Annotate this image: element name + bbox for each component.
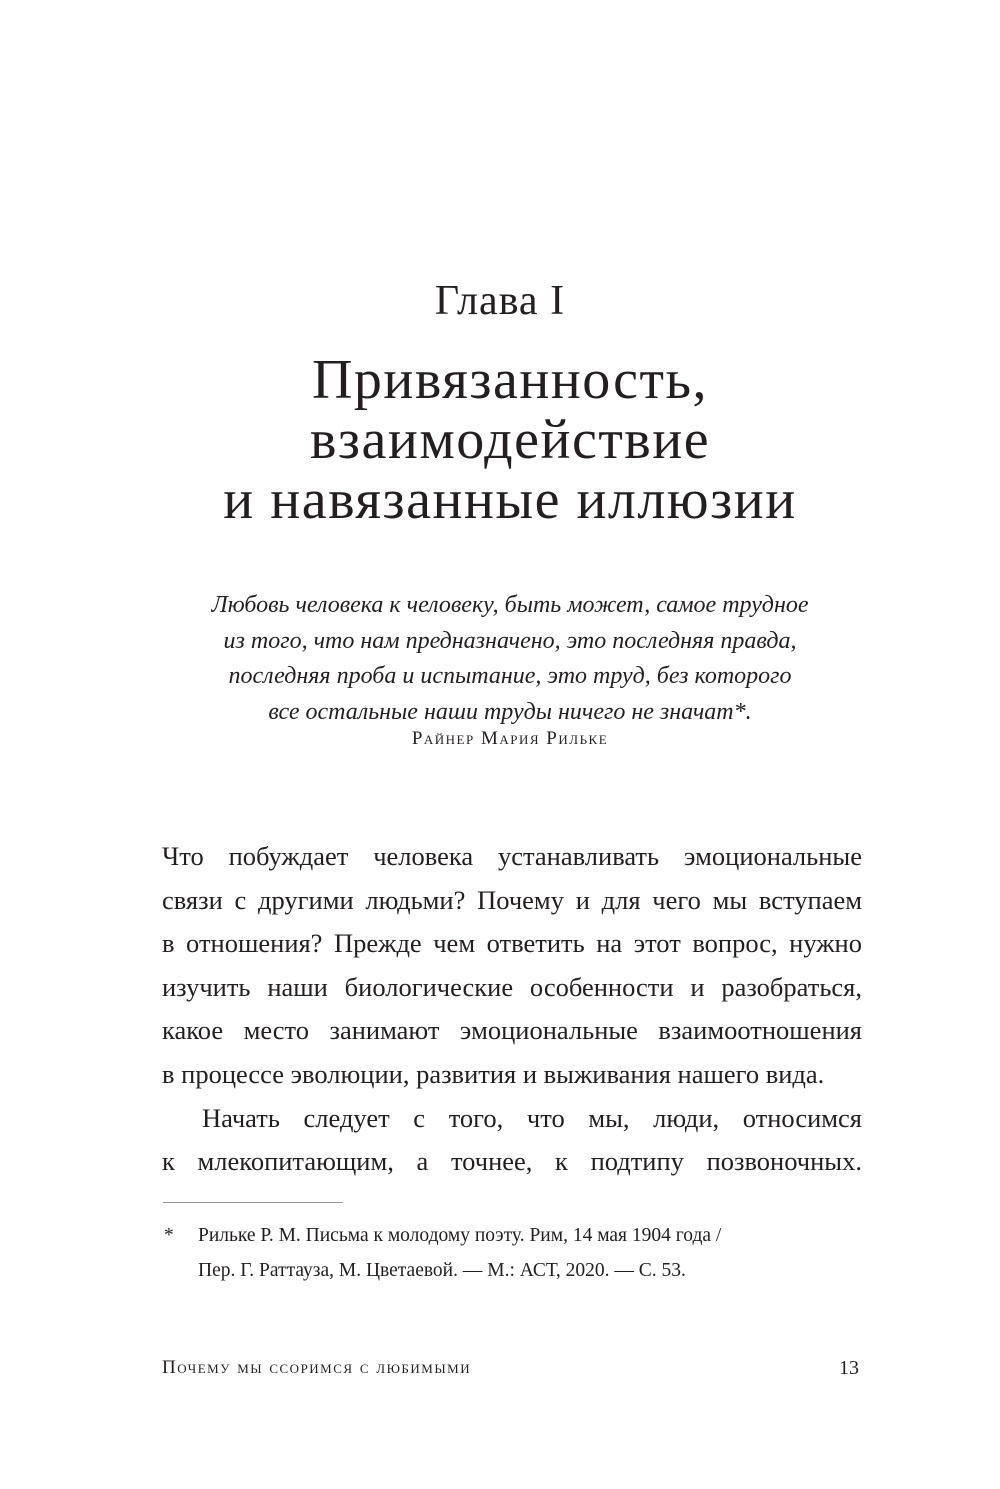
chapter-title-line: взаимодействие [309, 409, 711, 471]
chapter-title [0, 350, 1000, 530]
body-text [162, 835, 862, 1184]
epigraph-line: все остальные наши труды ничего не значат*. [268, 698, 752, 725]
footnote-divider [163, 1202, 343, 1203]
footnote-line: Рильке Р. М. Письма к молодому поэту. Рим, 14 мая 1904 года / [198, 1225, 722, 1246]
footnote [162, 1218, 862, 1288]
chapter-label: Глава I [434, 278, 566, 324]
body-line: изучить наши биологические особенности и разобраться, [162, 971, 862, 1002]
footnote-mark: * [164, 1225, 174, 1246]
epigraph [0, 588, 1000, 730]
epigraph-line: последняя проба и испытание, это труд, без которого [228, 663, 792, 689]
epigraph-author: Райнер Мария Рильке [411, 728, 609, 749]
body-line: Что побуждает человека устанавливать эмоциональные [162, 841, 862, 871]
body-line: связи с другими людьми? Почему и для чего мы вступаем [162, 884, 862, 915]
body-line: в отношения? Прежде чем ответить на этот вопрос, нужно [162, 928, 862, 959]
epigraph-line: Любовь человека к человеку, быть может, самое трудное [211, 592, 809, 618]
body-line: Начать следует с того, что мы, люди, относимся [202, 1102, 862, 1133]
chapter-title-line: Привязанность, [311, 349, 709, 411]
epigraph-line: из того, что нам предназначено, это последняя правда, [223, 627, 797, 654]
footnote-line: Пер. Г. Раттауза, М. Цветаевой. — М.: АСТ, 2020. — С. 53. [198, 1260, 686, 1281]
running-footer-title: Почему мы ссоримся с любимыми [162, 1357, 472, 1378]
chapter-title-line: и навязанные иллюзии [223, 469, 797, 531]
body-line: к млекопитающим, а точнее, к подтипу позвоночных. [162, 1146, 862, 1177]
page-number: 13 [839, 1357, 859, 1379]
body-line: какое место занимают эмоциональные взаимоотношения [162, 1015, 862, 1046]
body-line: в процессе эволюции, развития и выживания нашего вида. [162, 1058, 825, 1089]
